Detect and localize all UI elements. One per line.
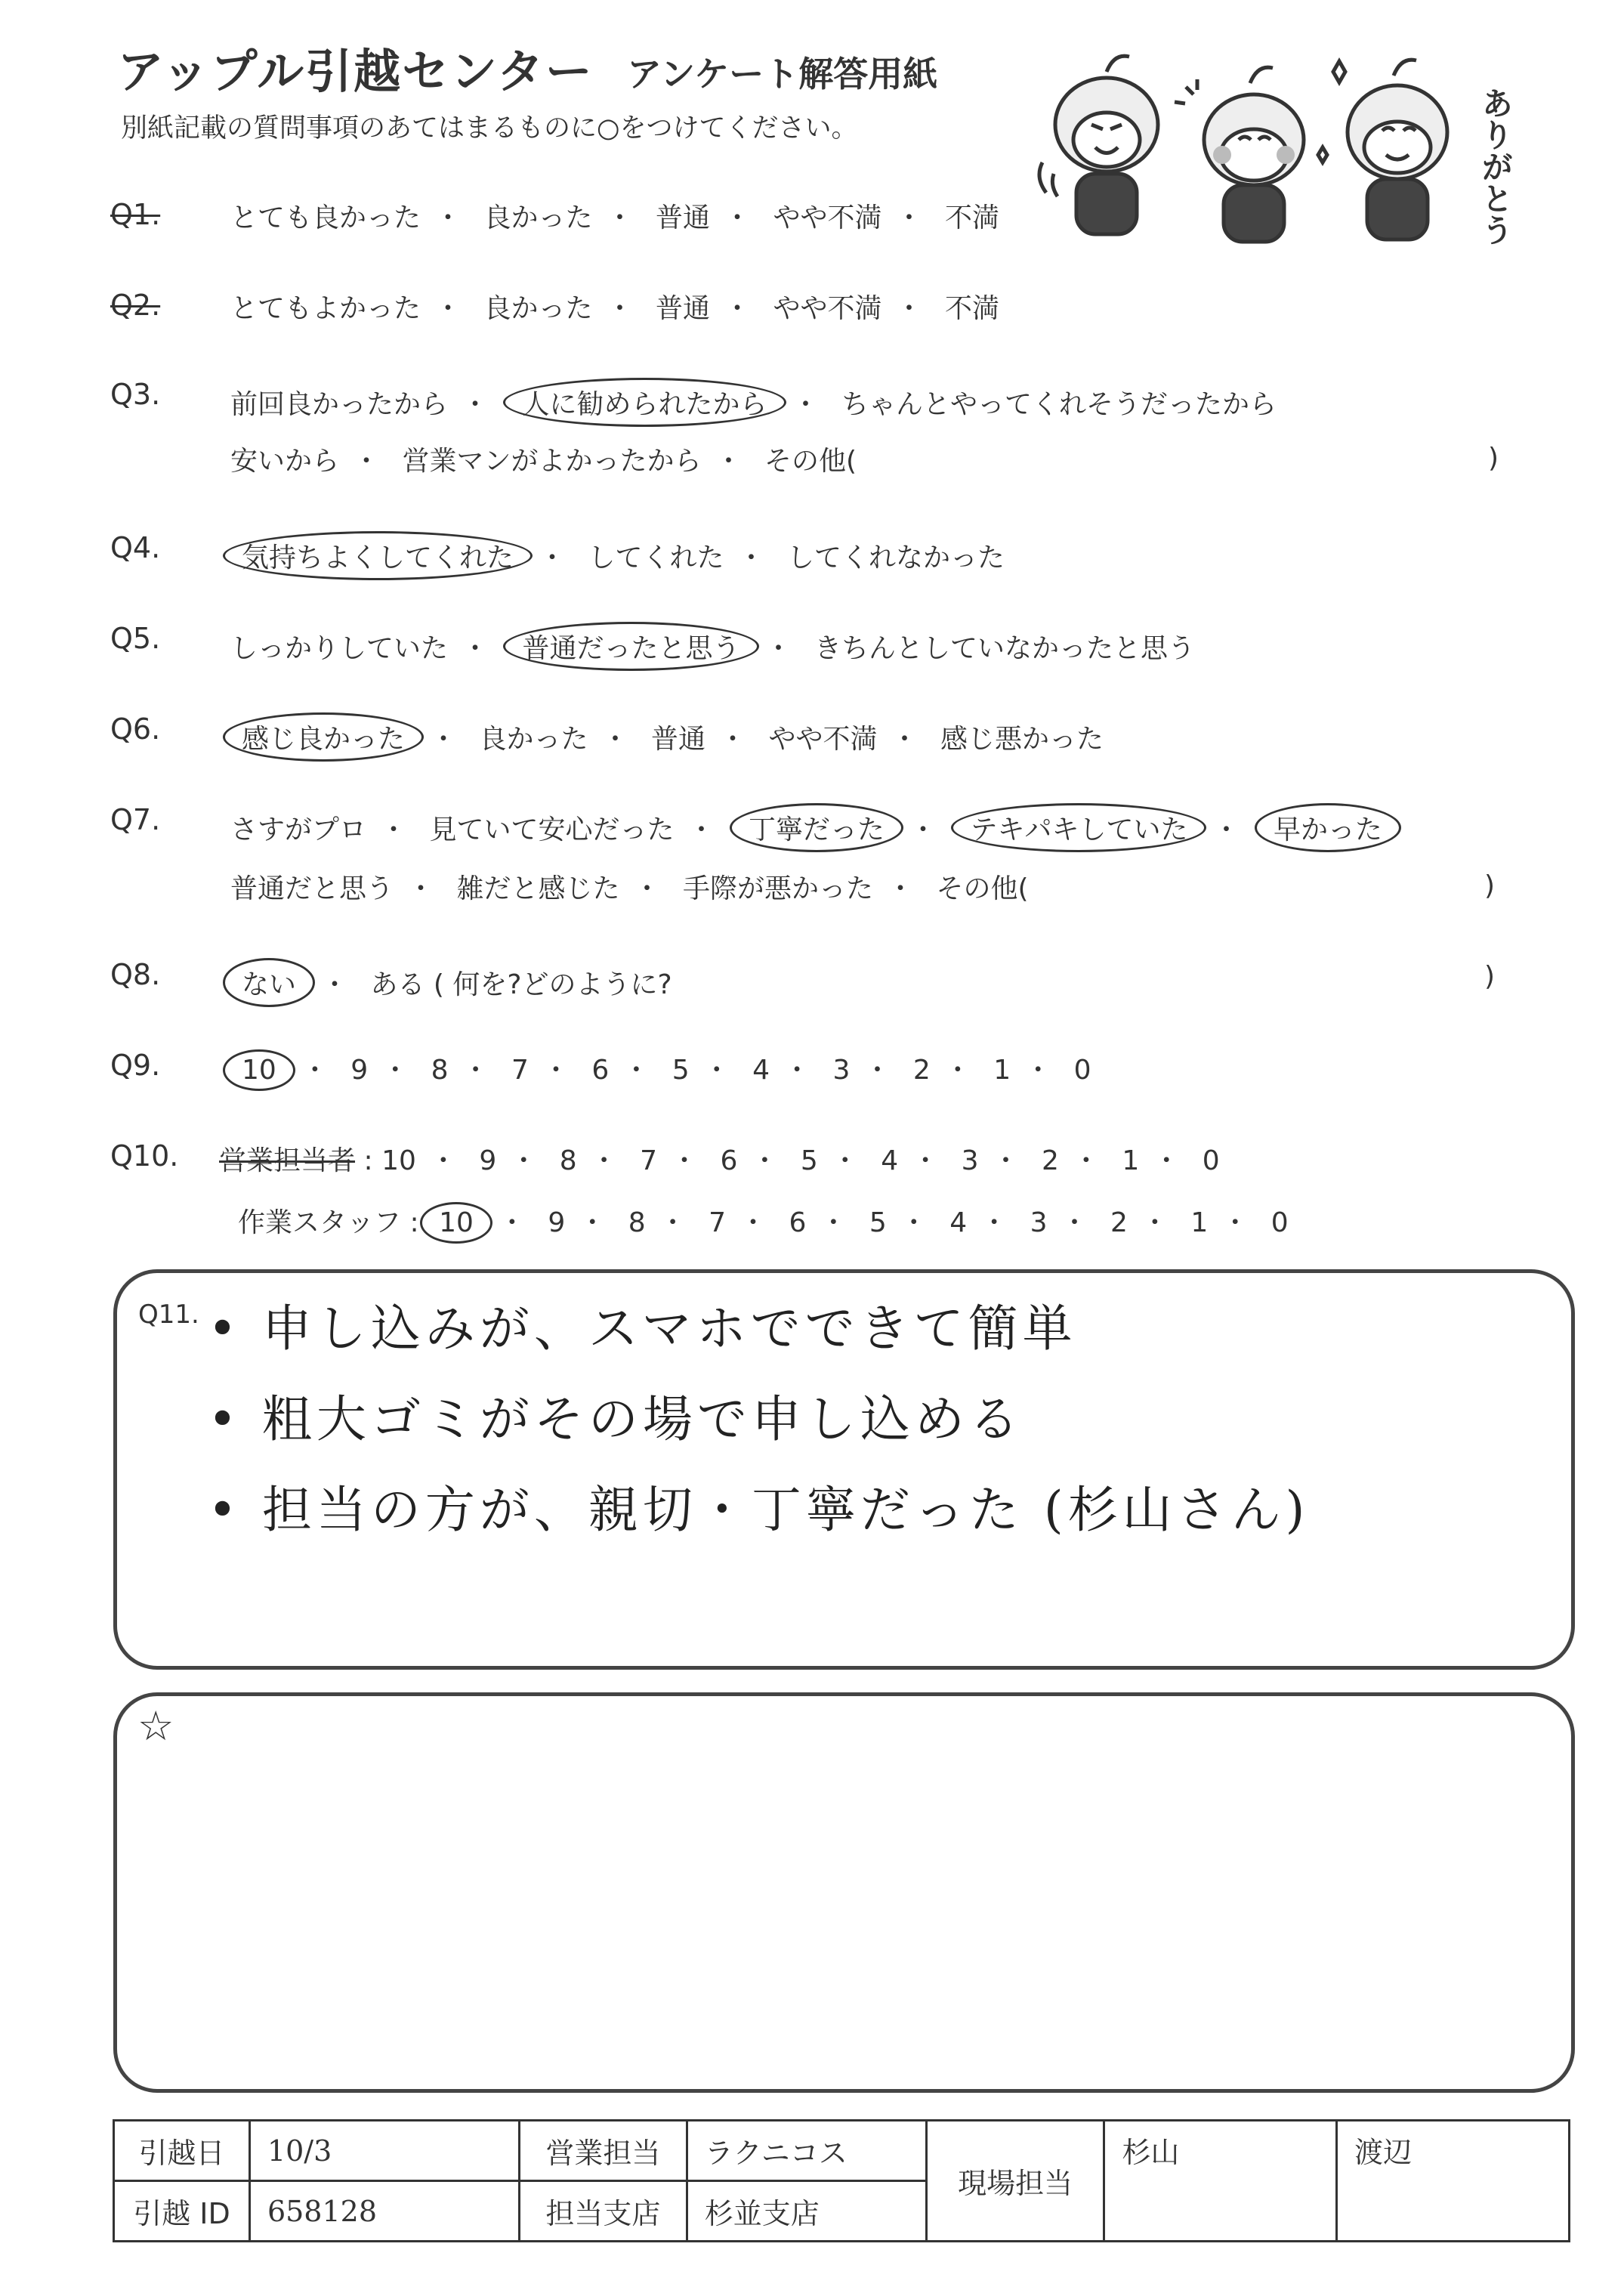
q10-sales-score: 5	[800, 1145, 818, 1176]
q9-score: 3	[832, 1055, 851, 1086]
q10-staff-score: 9	[548, 1207, 566, 1238]
q7-option-selected: 丁寧だった	[730, 803, 903, 852]
q9-score: 1	[993, 1055, 1011, 1086]
branch-label: 担当支店	[520, 2181, 687, 2242]
q10-sales-score: 6	[720, 1145, 738, 1176]
q9-score: 8	[431, 1055, 449, 1086]
q1-option: 不満	[944, 202, 999, 233]
q10-sales-score: 4	[881, 1145, 899, 1176]
q7-option-selected: テキパキしていた	[951, 803, 1206, 852]
q10-colon: :	[363, 1145, 373, 1176]
q11-label: Q11.	[138, 1299, 199, 1330]
q2-option: 普通	[655, 293, 710, 324]
q4-label: Q4.	[110, 531, 161, 564]
q5-options: しっかりしていた ・ 普通だったと思う ・ きちんとしていなかったと思う	[230, 622, 1195, 671]
q8-close-paren: )	[1484, 961, 1496, 992]
q9-score: 2	[912, 1055, 931, 1086]
q10-sales-score: 1	[1122, 1145, 1140, 1176]
q10-sales-label: 営業担当者	[219, 1145, 356, 1176]
move-date-label: 引越日	[114, 2121, 250, 2181]
q4-option: してくれなかった	[786, 542, 1005, 573]
q7-close-paren: )	[1484, 870, 1496, 901]
q7-option: その他(	[936, 873, 1029, 904]
q6-option: 普通	[650, 724, 705, 755]
q11-comment-line: • 担当の方が、親切・丁寧だった (杉山さん)	[208, 1481, 1310, 1539]
move-id-label: 引越 ID	[114, 2181, 250, 2242]
site-rep-label: 現場担当	[926, 2121, 1104, 2242]
q1-option: 普通	[655, 202, 710, 233]
q9-score: 0	[1073, 1055, 1091, 1086]
q3-option: 営業マンがよかったから	[402, 446, 702, 477]
q9-score: 5	[672, 1055, 690, 1086]
q6-label: Q6.	[110, 712, 161, 746]
q10-staff-score: 5	[869, 1207, 887, 1238]
site-rep-value-1: 杉山	[1104, 2121, 1337, 2242]
q6-options: 感じ良かった ・ 良かった ・ 普通 ・ やや不満 ・ 感じ悪かった	[230, 712, 1104, 762]
q10-sales-score: 0	[1202, 1145, 1220, 1176]
q10-sales-score: 3	[961, 1145, 979, 1176]
q7-options: さすがプロ ・ 見ていて安心だった ・ 丁寧だった ・ テキパキしていた ・ 早かった	[230, 803, 1394, 852]
q3-close-paren: )	[1488, 443, 1499, 474]
q7-option-selected: 早かった	[1255, 803, 1401, 852]
q4-option-selected: 気持ちよくしてくれた	[223, 531, 533, 580]
q2-option: 不満	[944, 293, 999, 324]
q5-option: きちんとしていなかったと思う	[814, 633, 1195, 664]
monkey-mascots-illustration	[1035, 42, 1548, 253]
q4-options: 気持ちよくしてくれた ・ してくれた ・ してくれなかった	[230, 531, 1005, 580]
q3-options-row2: 安いから ・ 営業マンがよかったから ・ その他(	[230, 440, 857, 478]
q6-option: 良かった	[479, 724, 588, 755]
q9-score: 7	[511, 1055, 529, 1086]
q10-staff-label: 作業スタッフ	[238, 1207, 402, 1238]
q10-staff-score-selected: 10	[420, 1202, 492, 1244]
q7-option: 手際が悪かった	[682, 873, 873, 904]
q6-option-selected: 感じ良かった	[223, 712, 424, 762]
q3-option: 安いから	[230, 446, 340, 477]
q1-option: やや不満	[773, 202, 882, 233]
star-icon: ☆	[137, 1702, 174, 1750]
sales-rep-label: 営業担当	[520, 2121, 687, 2181]
move-date-value: 10/3	[249, 2121, 519, 2181]
q5-option-selected: 普通だったと思う	[503, 622, 758, 671]
q10-staff-row: 作業スタッフ : 10 ・ 9 ・ 8 ・ 7 ・ 6 ・ 5 ・ 4 ・ 3 ・ 2 ・ 1 ・ 0	[238, 1201, 1289, 1244]
q2-option: やや不満	[773, 293, 882, 324]
q10-staff-score: 4	[949, 1207, 968, 1238]
q1-options: とても良かった ・ 良かった ・ 普通 ・ やや不満 ・ 不満	[230, 196, 999, 235]
q3-options: 前回良かったから ・ 人に勧められたから ・ ちゃんとやってくれそうだったから	[230, 378, 1277, 427]
q7-option: 雑だと感じた	[456, 873, 620, 904]
q10-sales-score: 9	[479, 1145, 497, 1176]
site-rep-value-2: 渡辺	[1337, 2121, 1570, 2242]
company-title: アップル引越センター	[117, 44, 594, 99]
q1-option: 良かった	[483, 202, 593, 233]
q9-scores: 10 ・ 9 ・ 8 ・ 7 ・ 6 ・ 5 ・ 4 ・ 3 ・ 2 ・ 1 ・ 0	[230, 1049, 1091, 1091]
q3-option: ちゃんとやってくれそうだったから	[841, 389, 1277, 420]
mascot-caption: ありがとう	[1477, 87, 1514, 246]
q5-label: Q5.	[110, 622, 161, 655]
instruction-text: 別紙記載の質問事項のあてはまるものに○をつけてください。	[121, 113, 858, 144]
q2-label: Q2.	[110, 289, 161, 322]
q8-option: ある ( 何を?どのように?	[370, 969, 672, 1000]
q10-sales-score: 2	[1041, 1145, 1059, 1176]
q3-label: Q3.	[110, 378, 161, 411]
q10-sales-score: 10	[381, 1145, 416, 1176]
q10-staff-score: 0	[1270, 1207, 1289, 1238]
q8-options: ない ・ ある ( 何を?どのように?	[230, 958, 672, 1007]
q10-staff-score: 2	[1110, 1207, 1128, 1238]
q3-option: 前回良かったから	[230, 389, 449, 420]
q7-options-row2: 普通だと思う ・ 雑だと感じた ・ 手際が悪かった ・ その他(	[230, 867, 1029, 906]
q8-option-selected: ない	[223, 958, 315, 1007]
q1-option: とても良かった	[230, 202, 421, 233]
q3-option: その他(	[764, 446, 857, 477]
q10-sales-row: 営業担当者 : 10 ・ 9 ・ 8 ・ 7 ・ 6 ・ 5 ・ 4 ・ 3 ・ 2 ・ 1 ・ 0	[219, 1139, 1220, 1178]
sales-rep-value: ラクニコス	[687, 2121, 926, 2181]
free-comment-box	[113, 1692, 1575, 2093]
q6-option: 感じ悪かった	[940, 724, 1104, 755]
q10-sales-score: 8	[559, 1145, 577, 1176]
q7-label: Q7.	[110, 803, 161, 836]
q10-colon: :	[409, 1207, 419, 1238]
q9-score-selected: 10	[223, 1049, 295, 1091]
q3-option-selected: 人に勧められたから	[503, 378, 786, 427]
q10-staff-score: 3	[1030, 1207, 1048, 1238]
q8-label: Q8.	[110, 958, 161, 991]
q9-score: 9	[350, 1055, 369, 1086]
form-subtitle: アンケート解答用紙	[627, 54, 938, 94]
q5-option: しっかりしていた	[230, 633, 449, 664]
q10-label: Q10.	[110, 1139, 179, 1173]
move-id-value: 658128	[249, 2181, 519, 2242]
q2-option: 良かった	[483, 293, 593, 324]
q1-label: Q1.	[110, 198, 161, 231]
q2-option: とてもよかった	[230, 293, 421, 324]
q10-staff-score: 7	[709, 1207, 726, 1238]
q10-staff-score: 8	[628, 1207, 646, 1238]
q10-staff-score: 1	[1190, 1207, 1209, 1238]
q9-label: Q9.	[110, 1049, 161, 1082]
q4-option: してくれた	[588, 542, 724, 573]
q9-score: 6	[591, 1055, 610, 1086]
q9-score: 4	[752, 1055, 770, 1086]
q7-option: 見ていて安心だった	[429, 814, 675, 845]
q6-option: やや不満	[768, 724, 878, 755]
q7-option: さすがプロ	[230, 814, 367, 845]
q11-comment-line: • 申し込みが、スマホでできて簡単	[208, 1299, 1077, 1358]
move-info-table	[113, 2119, 1570, 2242]
q10-sales-score: 7	[640, 1145, 657, 1176]
q7-option: 普通だと思う	[230, 873, 394, 904]
branch-value: 杉並支店	[687, 2181, 926, 2242]
q10-staff-score: 6	[789, 1207, 807, 1238]
q2-options: とてもよかった ・ 良かった ・ 普通 ・ やや不満 ・ 不満	[230, 287, 999, 326]
q11-comment-line: • 粗大ゴミがその場で申し込める	[208, 1390, 1023, 1448]
